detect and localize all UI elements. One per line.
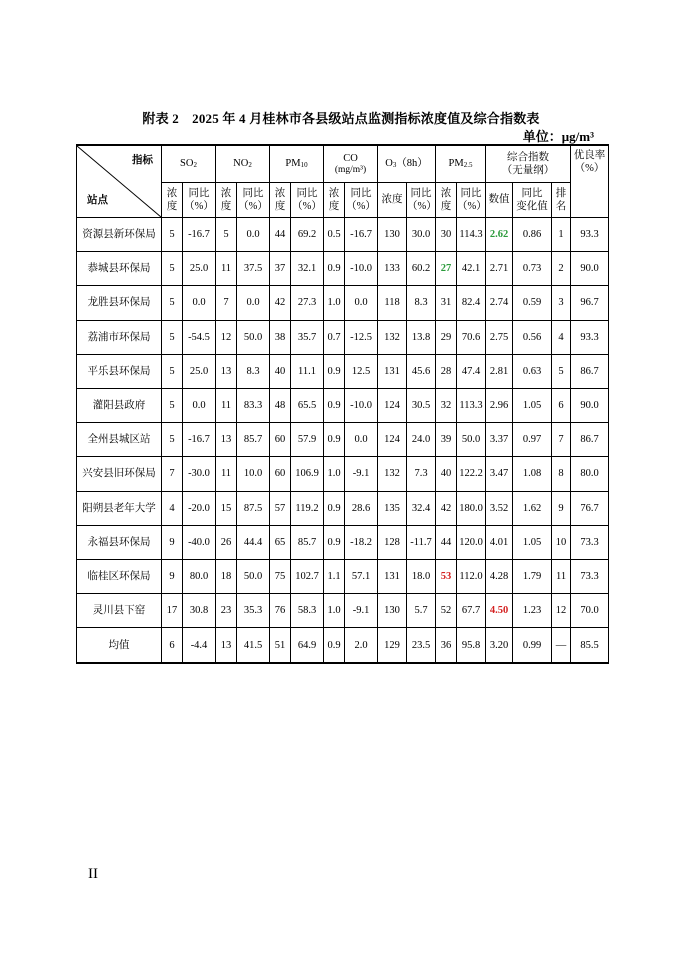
o3_yoy-cell: 60.2 [407, 252, 436, 286]
ci-cell: 2.75 [486, 320, 513, 354]
so2_yoy-cell: 0.0 [183, 388, 216, 422]
so2_yoy-cell: -16.7 [183, 423, 216, 457]
no2-cell: 13 [216, 423, 237, 457]
so2_yoy-cell: -16.7 [183, 218, 216, 252]
co_yoy-cell: -9.1 [345, 457, 378, 491]
ci-cell: 2.62 [486, 218, 513, 252]
ci_chg-cell: 1.23 [513, 594, 552, 628]
co_yoy-cell: -18.2 [345, 525, 378, 559]
no2_yoy-cell: 44.4 [237, 525, 270, 559]
station-name-cell: 灵川县下窑 [77, 594, 162, 628]
no2-cell: 26 [216, 525, 237, 559]
no2-cell: 13 [216, 354, 237, 388]
diagonal-header-cell [77, 145, 162, 218]
table-title: 附表 2 2025 年 4 月桂林市各县级站点监测指标浓度值及综合指数表 [142, 111, 540, 126]
ci_chg-cell: 1.79 [513, 559, 552, 593]
pm10_yoy-cell: 11.1 [291, 354, 324, 388]
o3-cell: 133 [378, 252, 407, 286]
o3_yoy-cell: 18.0 [407, 559, 436, 593]
station-name-cell: 平乐县环保局 [77, 354, 162, 388]
pm25_yoy-cell: 42.1 [457, 252, 486, 286]
unit-label: 单位：μg/m³ [522, 129, 594, 144]
ci-cell: 2.74 [486, 286, 513, 320]
pm25-cell: 52 [436, 594, 457, 628]
pm25_yoy-cell: 47.4 [457, 354, 486, 388]
co-cell: 0.9 [324, 354, 345, 388]
yoy-subheader: 同比 （%） [291, 183, 324, 218]
co_yoy-cell: 0.0 [345, 286, 378, 320]
pm10-header: $PM_{10}$ [270, 145, 324, 183]
rank-cell: 9 [552, 491, 571, 525]
o3_yoy-cell: 30.5 [407, 388, 436, 422]
pm25-cell: 27 [436, 252, 457, 286]
co_yoy-cell: 28.6 [345, 491, 378, 525]
ci_chg-cell: 0.99 [513, 628, 552, 664]
no2-cell: 12 [216, 320, 237, 354]
so2_yoy-cell: -20.0 [183, 491, 216, 525]
rate-cell: 93.3 [571, 320, 609, 354]
pm10_yoy-cell: 32.1 [291, 252, 324, 286]
o3_yoy-cell: 23.5 [407, 628, 436, 664]
pm25-cell: 31 [436, 286, 457, 320]
so2-cell: 9 [162, 525, 183, 559]
ci-cell: 3.47 [486, 457, 513, 491]
rank-cell: 3 [552, 286, 571, 320]
rate-cell: 73.3 [571, 559, 609, 593]
no2_yoy-cell: 50.0 [237, 559, 270, 593]
co-cell: 0.7 [324, 320, 345, 354]
co-cell: 0.5 [324, 218, 345, 252]
yoy-subheader: 同比 （%） [183, 183, 216, 218]
so2_yoy-cell: -54.5 [183, 320, 216, 354]
pm10_yoy-cell: 69.2 [291, 218, 324, 252]
rate-cell: 90.0 [571, 252, 609, 286]
pm10_yoy-cell: 119.2 [291, 491, 324, 525]
o3-cell: 124 [378, 423, 407, 457]
co-cell: 0.9 [324, 525, 345, 559]
co_yoy-cell: -12.5 [345, 320, 378, 354]
rate-cell: 96.7 [571, 286, 609, 320]
rate-cell: 86.7 [571, 423, 609, 457]
so2-cell: 4 [162, 491, 183, 525]
pm10-cell: 42 [270, 286, 291, 320]
ci-cell: 2.81 [486, 354, 513, 388]
o3-cell: 118 [378, 286, 407, 320]
no2_yoy-cell: 0.0 [237, 286, 270, 320]
pm10-cell: 60 [270, 457, 291, 491]
pm25-cell: 44 [436, 525, 457, 559]
pm25-header: $PM_{2.5}$ [436, 145, 486, 183]
co-cell: 1.1 [324, 559, 345, 593]
conc-subheader: 浓度 [378, 183, 407, 218]
no2-cell: 11 [216, 457, 237, 491]
no2-cell: 11 [216, 388, 237, 422]
o3_yoy-cell: 8.3 [407, 286, 436, 320]
pm10-cell: 37 [270, 252, 291, 286]
table-row [77, 354, 609, 388]
conc-subheader: 浓 度 [270, 183, 291, 218]
o3_yoy-cell: 45.6 [407, 354, 436, 388]
no2_yoy-cell: 37.5 [237, 252, 270, 286]
table-row [77, 388, 609, 422]
o3-cell: 132 [378, 457, 407, 491]
so2-cell: 5 [162, 252, 183, 286]
yoy-subheader: 同比 （%） [407, 183, 436, 218]
co-cell: 0.9 [324, 628, 345, 664]
co_yoy-cell: 12.5 [345, 354, 378, 388]
station-name-cell: 兴安县旧环保局 [77, 457, 162, 491]
no2_yoy-cell: 50.0 [237, 320, 270, 354]
co_yoy-cell: -9.1 [345, 594, 378, 628]
pm25_yoy-cell: 180.0 [457, 491, 486, 525]
rate-cell: 90.0 [571, 388, 609, 422]
pm25-cell: 53 [436, 559, 457, 593]
table-row [77, 218, 609, 252]
pm10-cell: 65 [270, 525, 291, 559]
no2_yoy-cell: 41.5 [237, 628, 270, 664]
so2-cell: 7 [162, 457, 183, 491]
o3_yoy-cell: 7.3 [407, 457, 436, 491]
rank-cell: 7 [552, 423, 571, 457]
no2_yoy-cell: 35.3 [237, 594, 270, 628]
rank-cell: 12 [552, 594, 571, 628]
average-row [77, 628, 609, 664]
o3-header: $O_3(8h)$ [378, 145, 436, 183]
ci_chg-cell: 1.05 [513, 525, 552, 559]
pm25-cell: 39 [436, 423, 457, 457]
no2-header: $NO_2$ [216, 145, 270, 183]
ci_chg-cell: 0.59 [513, 286, 552, 320]
conc-subheader: 浓 度 [216, 183, 237, 218]
co-cell: 1.0 [324, 286, 345, 320]
pm25_yoy-cell: 82.4 [457, 286, 486, 320]
o3-cell: 130 [378, 594, 407, 628]
pm10-cell: 44 [270, 218, 291, 252]
value-subheader: 数值 [486, 183, 513, 218]
station-name-cell: 均值 [77, 628, 162, 664]
o3_yoy-cell: 24.0 [407, 423, 436, 457]
co-cell: 0.9 [324, 252, 345, 286]
no2_yoy-cell: 10.0 [237, 457, 270, 491]
so2-cell: 17 [162, 594, 183, 628]
co-cell: 0.9 [324, 491, 345, 525]
no2-cell: 18 [216, 559, 237, 593]
pm25_yoy-cell: 50.0 [457, 423, 486, 457]
no2_yoy-cell: 85.7 [237, 423, 270, 457]
ci_chg-cell: 0.56 [513, 320, 552, 354]
ci-cell: 2.71 [486, 252, 513, 286]
pm10-cell: 38 [270, 320, 291, 354]
co-header: CO (mg/m³) [324, 145, 378, 183]
pm25_yoy-cell: 70.6 [457, 320, 486, 354]
station-name-cell: 恭城县环保局 [77, 252, 162, 286]
pm10_yoy-cell: 57.9 [291, 423, 324, 457]
no2_yoy-cell: 0.0 [237, 218, 270, 252]
station-label: 站点 [87, 194, 108, 206]
rank-cell: — [552, 628, 571, 664]
pm10-cell: 60 [270, 423, 291, 457]
so2_yoy-cell: 25.0 [183, 354, 216, 388]
no2_yoy-cell: 83.3 [237, 388, 270, 422]
o3-cell: 131 [378, 354, 407, 388]
so2-cell: 9 [162, 559, 183, 593]
o3-cell: 135 [378, 491, 407, 525]
no2_yoy-cell: 8.3 [237, 354, 270, 388]
table-row [77, 491, 609, 525]
rate-cell: 70.0 [571, 594, 609, 628]
rank-cell: 10 [552, 525, 571, 559]
page-number: II [88, 866, 98, 882]
so2_yoy-cell: 25.0 [183, 252, 216, 286]
table-row [77, 320, 609, 354]
no2-cell: 11 [216, 252, 237, 286]
rate-cell: 93.3 [571, 218, 609, 252]
o3_yoy-cell: 13.8 [407, 320, 436, 354]
pm25_yoy-cell: 113.3 [457, 388, 486, 422]
pm25_yoy-cell: 67.7 [457, 594, 486, 628]
co_yoy-cell: 0.0 [345, 423, 378, 457]
co-cell: 0.9 [324, 423, 345, 457]
no2-cell: 23 [216, 594, 237, 628]
pm10_yoy-cell: 58.3 [291, 594, 324, 628]
pm25-cell: 40 [436, 457, 457, 491]
yoy-subheader: 同比 （%） [457, 183, 486, 218]
so2-cell: 5 [162, 218, 183, 252]
co_yoy-cell: -16.7 [345, 218, 378, 252]
ci_chg-cell: 0.63 [513, 354, 552, 388]
conc-subheader: 浓 度 [324, 183, 345, 218]
good-rate-header: 优良率 （%） [571, 145, 609, 218]
co-cell: 1.0 [324, 594, 345, 628]
pm25_yoy-cell: 114.3 [457, 218, 486, 252]
pm25-cell: 36 [436, 628, 457, 664]
no2-cell: 5 [216, 218, 237, 252]
indicator-label: 指标 [132, 155, 153, 166]
station-name-cell: 全州县城区站 [77, 423, 162, 457]
o3_yoy-cell: 5.7 [407, 594, 436, 628]
pm25-cell: 32 [436, 388, 457, 422]
pm25_yoy-cell: 95.8 [457, 628, 486, 664]
no2_yoy-cell: 87.5 [237, 491, 270, 525]
pm10-cell: 51 [270, 628, 291, 664]
pm25_yoy-cell: 122.2 [457, 457, 486, 491]
ci_chg-cell: 0.97 [513, 423, 552, 457]
ci-cell: 3.20 [486, 628, 513, 664]
rank-cell: 1 [552, 218, 571, 252]
pm25-cell: 29 [436, 320, 457, 354]
rate-cell: 85.5 [571, 628, 609, 664]
pm10-cell: 76 [270, 594, 291, 628]
table-row [77, 594, 609, 628]
yoy-change-subheader: 同比 变化值 [513, 183, 552, 218]
o3_yoy-cell: 30.0 [407, 218, 436, 252]
rate-cell: 80.0 [571, 457, 609, 491]
ci_chg-cell: 1.05 [513, 388, 552, 422]
so2_yoy-cell: 0.0 [183, 286, 216, 320]
monitoring-table [76, 144, 609, 664]
table-row [77, 423, 609, 457]
o3_yoy-cell: -11.7 [407, 525, 436, 559]
pm10_yoy-cell: 102.7 [291, 559, 324, 593]
rank-cell: 6 [552, 388, 571, 422]
rank-cell: 11 [552, 559, 571, 593]
rank-cell: 5 [552, 354, 571, 388]
pm10-cell: 57 [270, 491, 291, 525]
o3-cell: 131 [378, 559, 407, 593]
station-name-cell: 阳朔县老年大学 [77, 491, 162, 525]
so2-cell: 5 [162, 354, 183, 388]
ci-cell: 4.28 [486, 559, 513, 593]
table-row [77, 252, 609, 286]
o3-cell: 128 [378, 525, 407, 559]
table-row [77, 525, 609, 559]
rate-cell: 86.7 [571, 354, 609, 388]
rank-subheader: 排 名 [552, 183, 571, 218]
so2-header: $SO_2$ [162, 145, 216, 183]
so2_yoy-cell: -40.0 [183, 525, 216, 559]
o3-cell: 129 [378, 628, 407, 664]
o3_yoy-cell: 32.4 [407, 491, 436, 525]
pm10_yoy-cell: 27.3 [291, 286, 324, 320]
pm10-cell: 40 [270, 354, 291, 388]
table-row [77, 286, 609, 320]
no2-cell: 15 [216, 491, 237, 525]
pm25-cell: 42 [436, 491, 457, 525]
so2-cell: 5 [162, 320, 183, 354]
station-name-cell: 荔浦市环保局 [77, 320, 162, 354]
pm25-cell: 30 [436, 218, 457, 252]
no2-cell: 7 [216, 286, 237, 320]
pm10-cell: 75 [270, 559, 291, 593]
o3-cell: 132 [378, 320, 407, 354]
yoy-subheader: 同比 （%） [237, 183, 270, 218]
yoy-subheader: 同比 （%） [345, 183, 378, 218]
station-name-cell: 资源县新环保局 [77, 218, 162, 252]
so2-cell: 5 [162, 423, 183, 457]
co_yoy-cell: -10.0 [345, 388, 378, 422]
o3-cell: 130 [378, 218, 407, 252]
rank-cell: 4 [552, 320, 571, 354]
ci-cell: 3.37 [486, 423, 513, 457]
so2-cell: 5 [162, 388, 183, 422]
pm25-cell: 28 [436, 354, 457, 388]
composite-index-header: 综合指数 （无量纲） [486, 145, 571, 183]
pm10_yoy-cell: 64.9 [291, 628, 324, 664]
ci_chg-cell: 1.62 [513, 491, 552, 525]
co_yoy-cell: 2.0 [345, 628, 378, 664]
pm10_yoy-cell: 106.9 [291, 457, 324, 491]
ci_chg-cell: 0.86 [513, 218, 552, 252]
ci_chg-cell: 0.73 [513, 252, 552, 286]
ci-cell: 4.01 [486, 525, 513, 559]
ci-cell: 2.96 [486, 388, 513, 422]
table-row [77, 559, 609, 593]
conc-subheader: 浓 度 [436, 183, 457, 218]
station-name-cell: 永福县环保局 [77, 525, 162, 559]
co-cell: 1.0 [324, 457, 345, 491]
conc-subheader: 浓 度 [162, 183, 183, 218]
so2_yoy-cell: -30.0 [183, 457, 216, 491]
co_yoy-cell: -10.0 [345, 252, 378, 286]
station-name-cell: 灌阳县政府 [77, 388, 162, 422]
no2-cell: 13 [216, 628, 237, 664]
pm25_yoy-cell: 120.0 [457, 525, 486, 559]
rank-cell: 8 [552, 457, 571, 491]
ci-cell: 3.52 [486, 491, 513, 525]
so2_yoy-cell: 30.8 [183, 594, 216, 628]
table-row [77, 457, 609, 491]
o3-cell: 124 [378, 388, 407, 422]
rank-cell: 2 [552, 252, 571, 286]
co_yoy-cell: 57.1 [345, 559, 378, 593]
rate-cell: 76.7 [571, 491, 609, 525]
so2_yoy-cell: -4.4 [183, 628, 216, 664]
pm10_yoy-cell: 65.5 [291, 388, 324, 422]
pm10_yoy-cell: 35.7 [291, 320, 324, 354]
station-name-cell: 临桂区环保局 [77, 559, 162, 593]
ci_chg-cell: 1.08 [513, 457, 552, 491]
co-cell: 0.9 [324, 388, 345, 422]
so2_yoy-cell: 80.0 [183, 559, 216, 593]
station-name-cell: 龙胜县环保局 [77, 286, 162, 320]
ci-cell: 4.50 [486, 594, 513, 628]
pm10-cell: 48 [270, 388, 291, 422]
rate-cell: 73.3 [571, 525, 609, 559]
pm10_yoy-cell: 85.7 [291, 525, 324, 559]
so2-cell: 6 [162, 628, 183, 664]
pm25_yoy-cell: 112.0 [457, 559, 486, 593]
so2-cell: 5 [162, 286, 183, 320]
